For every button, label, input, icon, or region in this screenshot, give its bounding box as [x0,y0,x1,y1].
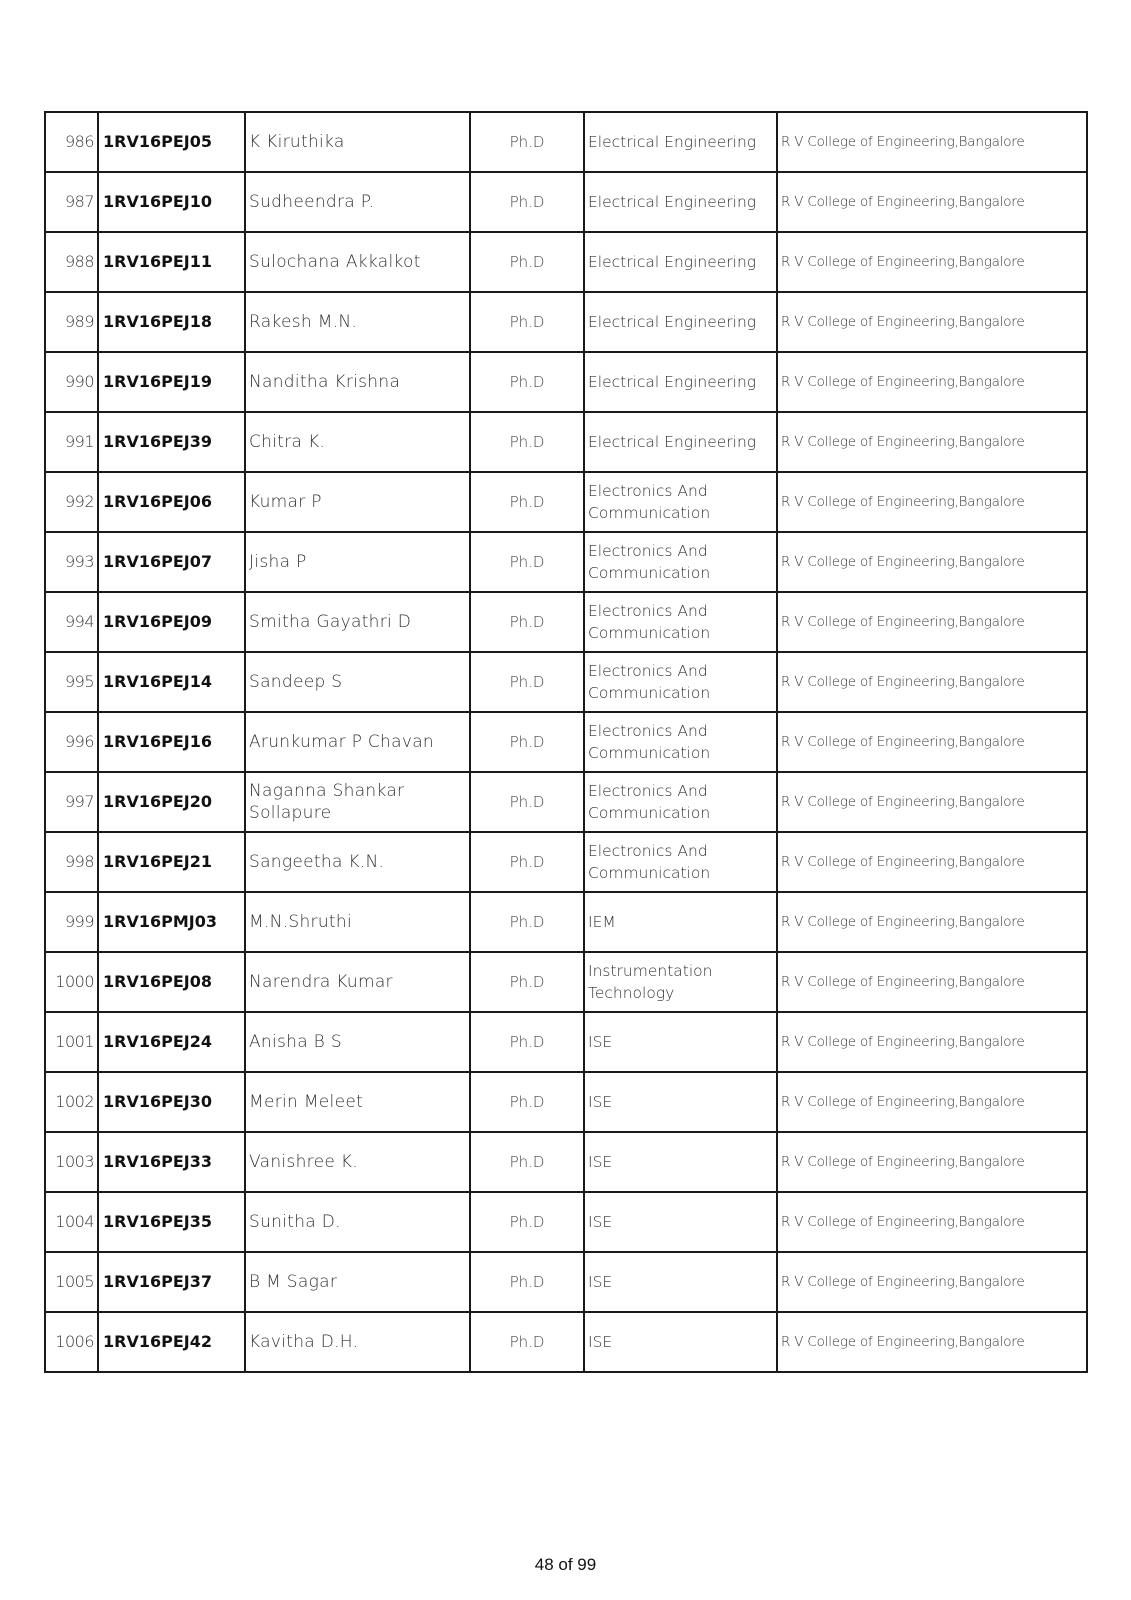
usn-cell: 1RV16PEJ05 [98,112,245,172]
degree-cell: Ph.D [470,1072,584,1132]
serial-number-cell: 991 [45,412,98,472]
usn-cell: 1RV16PEJ21 [98,832,245,892]
serial-number-cell: 993 [45,532,98,592]
student-name-cell: Merin Meleet [245,1072,470,1132]
college-cell: R V College of Engineering,Bangalore [777,412,1087,472]
student-name-cell: Rakesh M.N. [245,292,470,352]
degree-cell: Ph.D [470,112,584,172]
student-name-cell: Anisha B S [245,1012,470,1072]
student-name-cell: Kavitha D.H. [245,1312,470,1372]
department-cell: ISE [584,1312,777,1372]
college-cell: R V College of Engineering,Bangalore [777,1132,1087,1192]
degree-cell: Ph.D [470,592,584,652]
student-name-cell: Chitra K. [245,412,470,472]
student-name-cell: Jisha P [245,532,470,592]
serial-number-cell: 1006 [45,1312,98,1372]
department-cell: Electronics And Communication [584,712,777,772]
department-cell: IEM [584,892,777,952]
usn-cell: 1RV16PEJ19 [98,352,245,412]
department-cell: ISE [584,1192,777,1252]
usn-cell: 1RV16PEJ10 [98,172,245,232]
serial-number-cell: 988 [45,232,98,292]
table-row [45,1192,1087,1252]
degree-cell: Ph.D [470,952,584,1012]
degree-cell: Ph.D [470,1192,584,1252]
usn-cell: 1RV16PEJ09 [98,592,245,652]
degree-cell: Ph.D [470,472,584,532]
degree-cell: Ph.D [470,1012,584,1072]
student-name-cell: B M Sagar [245,1252,470,1312]
college-cell: R V College of Engineering,Bangalore [777,952,1087,1012]
table-row [45,112,1087,172]
department-cell: ISE [584,1072,777,1132]
student-name-cell: Naganna Shankar Sollapure [245,772,470,832]
page-number: 48 of 99 [534,1555,597,1574]
department-cell: ISE [584,1132,777,1192]
student-name-cell: Sandeep S [245,652,470,712]
degree-cell: Ph.D [470,532,584,592]
table-row [45,892,1087,952]
table-row [45,1072,1087,1132]
serial-number-cell: 1001 [45,1012,98,1072]
degree-cell: Ph.D [470,772,584,832]
table-row [45,1012,1087,1072]
serial-number-cell: 994 [45,592,98,652]
college-cell: R V College of Engineering,Bangalore [777,712,1087,772]
college-cell: R V College of Engineering,Bangalore [777,652,1087,712]
department-cell: Electrical Engineering [584,172,777,232]
serial-number-cell: 989 [45,292,98,352]
college-cell: R V College of Engineering,Bangalore [777,352,1087,412]
table-row [45,952,1087,1012]
table-row [45,652,1087,712]
department-cell: Electronics And Communication [584,772,777,832]
student-name-cell: Sangeetha K.N. [245,832,470,892]
usn-cell: 1RV16PEJ35 [98,1192,245,1252]
student-name-cell: Kumar P [245,472,470,532]
degree-cell: Ph.D [470,412,584,472]
department-cell: Instrumentation Technology [584,952,777,1012]
degree-cell: Ph.D [470,652,584,712]
degree-cell: Ph.D [470,712,584,772]
usn-cell: 1RV16PEJ20 [98,772,245,832]
department-cell: Electrical Engineering [584,412,777,472]
table-row [45,1132,1087,1192]
student-name-cell: K Kiruthika [245,112,470,172]
student-name-cell: Nanditha Krishna [245,352,470,412]
college-cell: R V College of Engineering,Bangalore [777,772,1087,832]
department-cell: Electronics And Communication [584,532,777,592]
college-cell: R V College of Engineering,Bangalore [777,1192,1087,1252]
student-name-cell: Sunitha D. [245,1192,470,1252]
department-cell: Electronics And Communication [584,652,777,712]
usn-cell: 1RV16PEJ30 [98,1072,245,1132]
usn-cell: 1RV16PEJ16 [98,712,245,772]
college-cell: R V College of Engineering,Bangalore [777,112,1087,172]
usn-cell: 1RV16PEJ08 [98,952,245,1012]
table-row [45,592,1087,652]
college-cell: R V College of Engineering,Bangalore [777,1312,1087,1372]
serial-number-cell: 1003 [45,1132,98,1192]
college-cell: R V College of Engineering,Bangalore [777,1012,1087,1072]
college-cell: R V College of Engineering,Bangalore [777,832,1087,892]
serial-number-cell: 996 [45,712,98,772]
table-row [45,1252,1087,1312]
degree-cell: Ph.D [470,1312,584,1372]
student-name-cell: Vanishree K. [245,1132,470,1192]
student-name-cell: M.N.Shruthi [245,892,470,952]
college-cell: R V College of Engineering,Bangalore [777,172,1087,232]
usn-cell: 1RV16PEJ24 [98,1012,245,1072]
serial-number-cell: 997 [45,772,98,832]
serial-number-cell: 998 [45,832,98,892]
college-cell: R V College of Engineering,Bangalore [777,472,1087,532]
records-table [44,111,1088,1373]
degree-cell: Ph.D [470,1132,584,1192]
serial-number-cell: 987 [45,172,98,232]
table-row [45,712,1087,772]
college-cell: R V College of Engineering,Bangalore [777,532,1087,592]
college-cell: R V College of Engineering,Bangalore [777,892,1087,952]
department-cell: Electrical Engineering [584,292,777,352]
table-row [45,1312,1087,1372]
table-row [45,472,1087,532]
usn-cell: 1RV16PEJ18 [98,292,245,352]
department-cell: ISE [584,1012,777,1072]
usn-cell: 1RV16PMJ03 [98,892,245,952]
table-row [45,412,1087,472]
department-cell: Electronics And Communication [584,472,777,532]
college-cell: R V College of Engineering,Bangalore [777,292,1087,352]
degree-cell: Ph.D [470,292,584,352]
student-name-cell: Sulochana Akkalkot [245,232,470,292]
table-row [45,232,1087,292]
serial-number-cell: 1005 [45,1252,98,1312]
usn-cell: 1RV16PEJ33 [98,1132,245,1192]
degree-cell: Ph.D [470,892,584,952]
serial-number-cell: 1000 [45,952,98,1012]
table-row [45,772,1087,832]
records-table-body [45,112,1087,1372]
department-cell: Electronics And Communication [584,832,777,892]
degree-cell: Ph.D [470,232,584,292]
department-cell: ISE [584,1252,777,1312]
serial-number-cell: 986 [45,112,98,172]
department-cell: Electrical Engineering [584,352,777,412]
student-name-cell: Arunkumar P Chavan [245,712,470,772]
college-cell: R V College of Engineering,Bangalore [777,232,1087,292]
usn-cell: 1RV16PEJ11 [98,232,245,292]
usn-cell: 1RV16PEJ14 [98,652,245,712]
college-cell: R V College of Engineering,Bangalore [777,1072,1087,1132]
serial-number-cell: 1004 [45,1192,98,1252]
serial-number-cell: 990 [45,352,98,412]
usn-cell: 1RV16PEJ07 [98,532,245,592]
usn-cell: 1RV16PEJ42 [98,1312,245,1372]
student-name-cell: Narendra Kumar [245,952,470,1012]
table-row [45,832,1087,892]
usn-cell: 1RV16PEJ39 [98,412,245,472]
student-name-cell: Sudheendra P. [245,172,470,232]
college-cell: R V College of Engineering,Bangalore [777,1252,1087,1312]
department-cell: Electronics And Communication [584,592,777,652]
serial-number-cell: 995 [45,652,98,712]
serial-number-cell: 999 [45,892,98,952]
degree-cell: Ph.D [470,1252,584,1312]
table-row [45,352,1087,412]
serial-number-cell: 1002 [45,1072,98,1132]
degree-cell: Ph.D [470,172,584,232]
degree-cell: Ph.D [470,352,584,412]
college-cell: R V College of Engineering,Bangalore [777,592,1087,652]
table-row [45,292,1087,352]
department-cell: Electrical Engineering [584,232,777,292]
serial-number-cell: 992 [45,472,98,532]
usn-cell: 1RV16PEJ06 [98,472,245,532]
department-cell: Electrical Engineering [584,112,777,172]
table-row [45,172,1087,232]
degree-cell: Ph.D [470,832,584,892]
table-row [45,532,1087,592]
student-name-cell: Smitha Gayathri D [245,592,470,652]
usn-cell: 1RV16PEJ37 [98,1252,245,1312]
